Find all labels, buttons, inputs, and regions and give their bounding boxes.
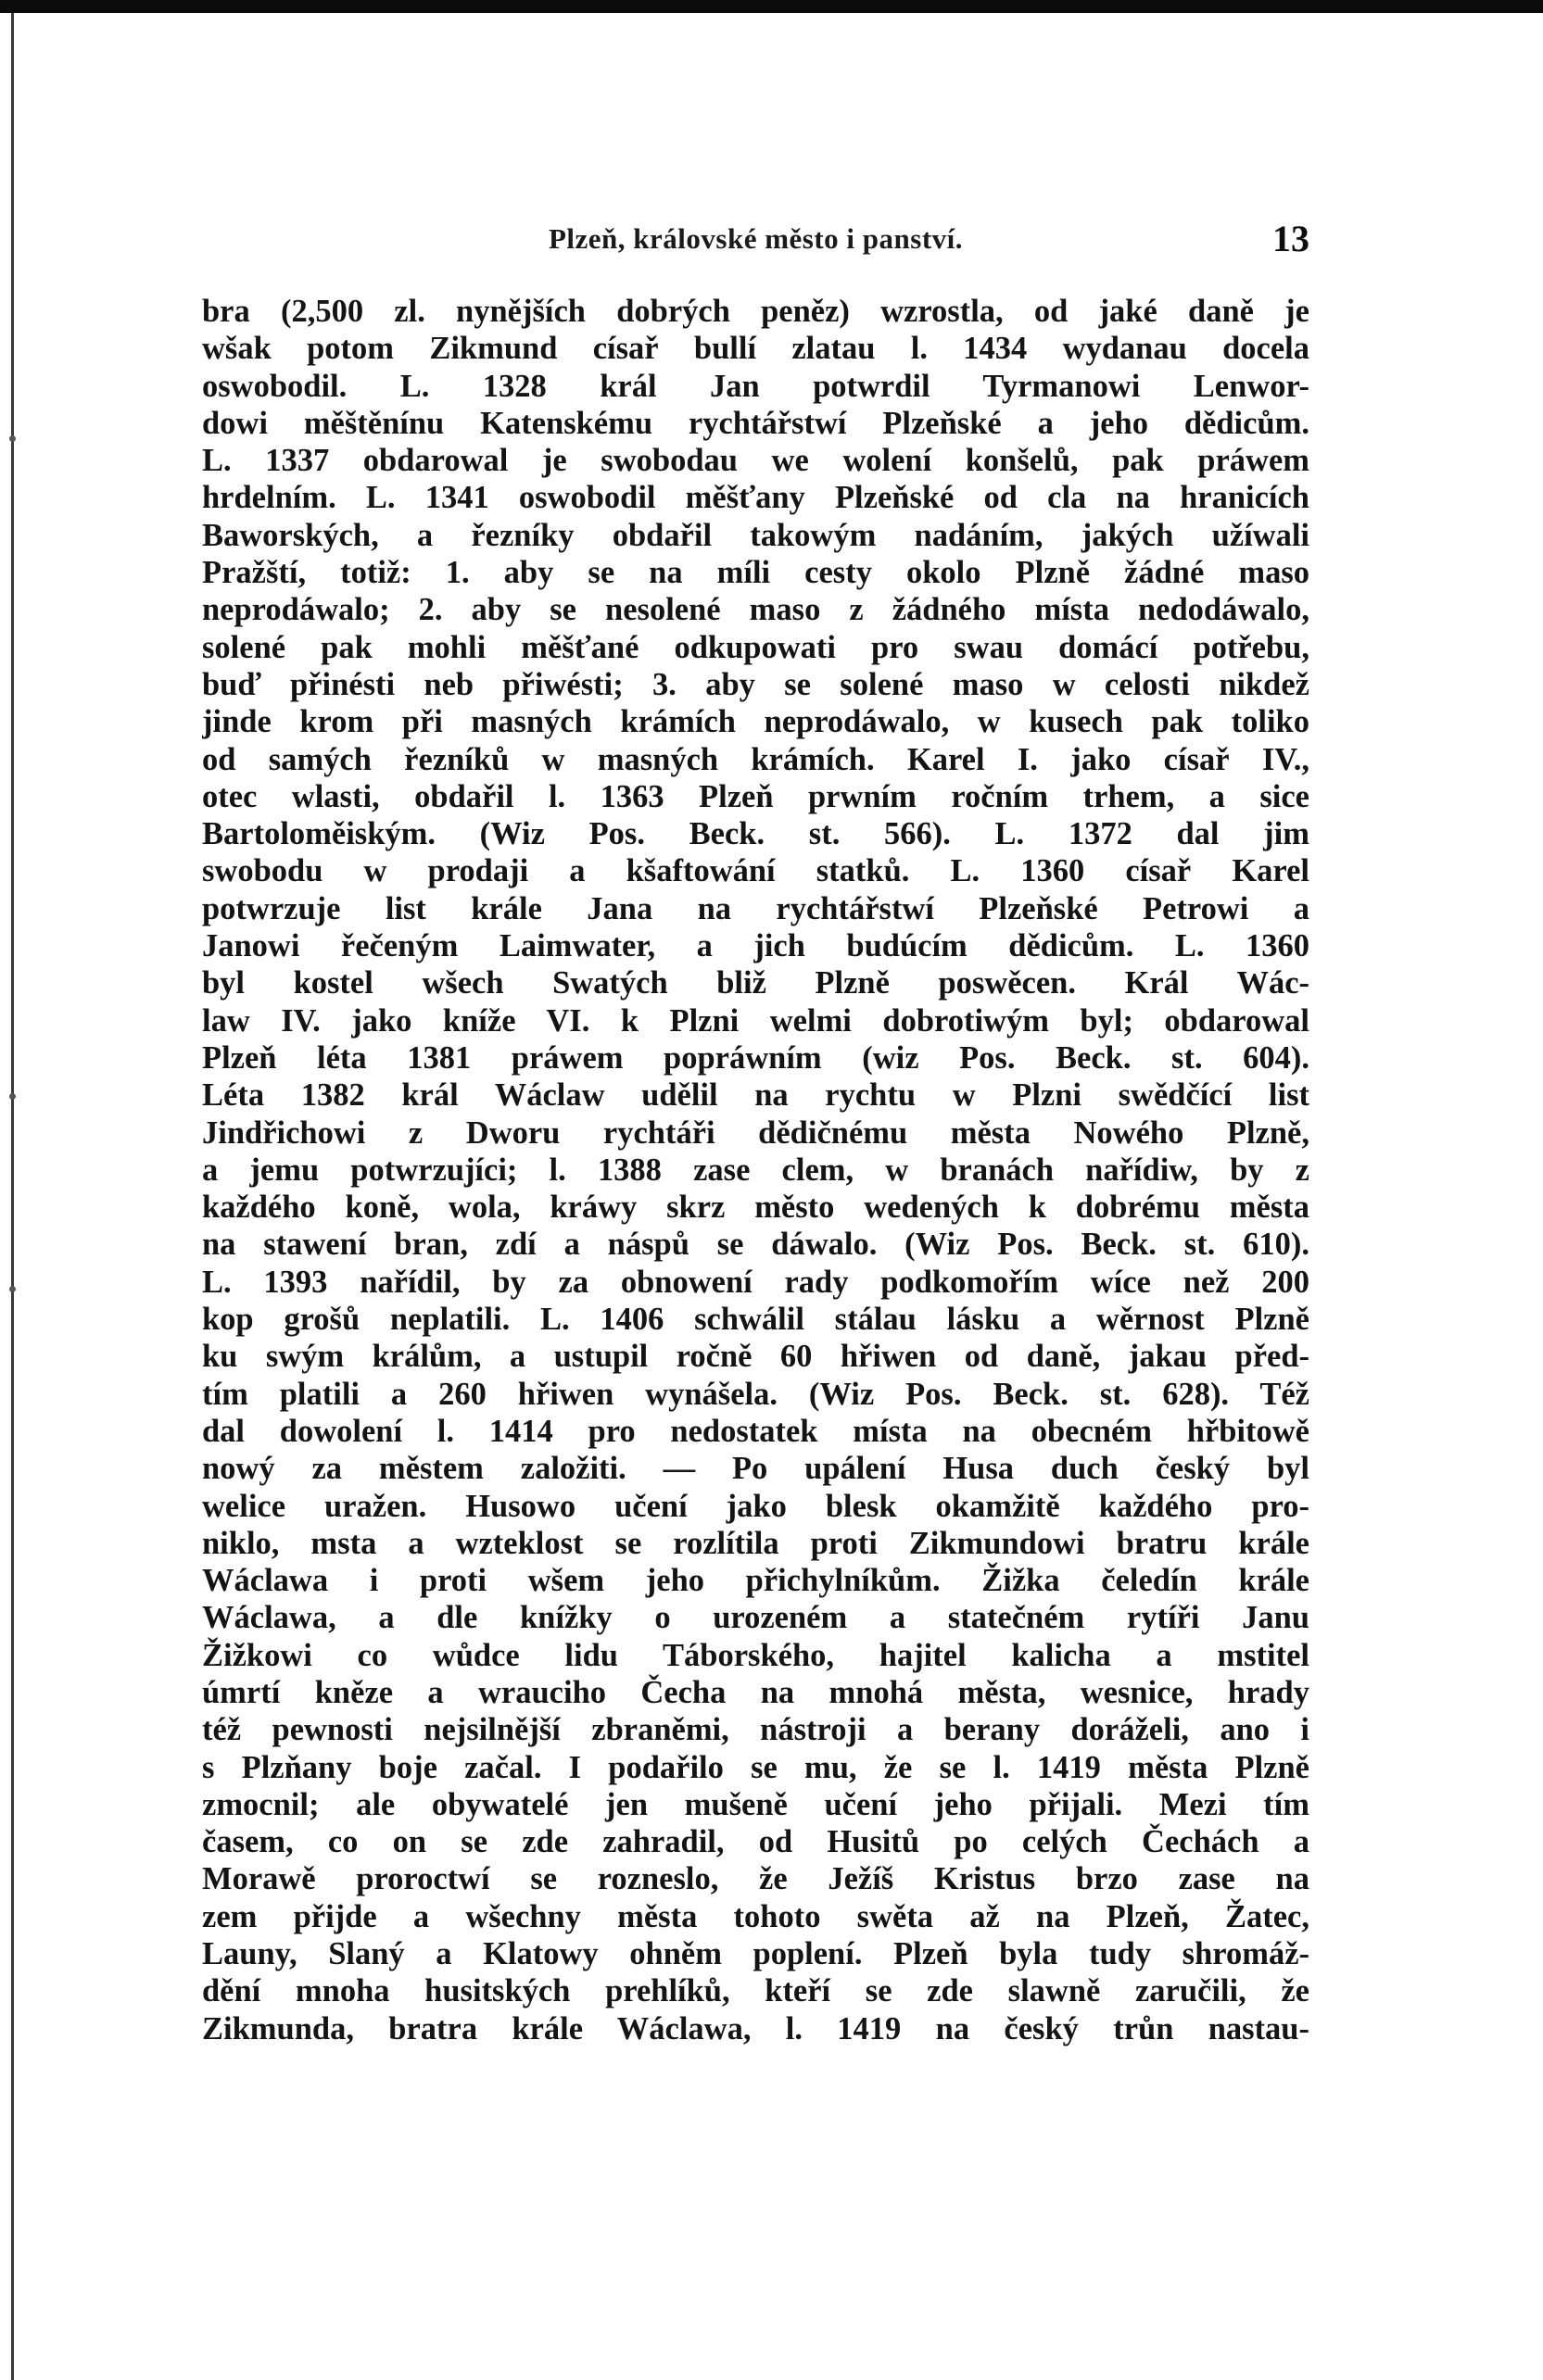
- scan-top-edge: [0, 0, 1543, 13]
- text-line: dal dowolení l. 1414 pro nedostatek místa na obecném hřbitowě: [202, 1413, 1309, 1449]
- text-line: dowi měštěnínu Katenskému rychtářstwí Plzeňské a jeho dědicům.: [202, 405, 1309, 441]
- text-line: Bartoloměiským. (Wiz Pos. Beck. st. 566). L. 1372 dal jim: [202, 816, 1309, 852]
- page-header: [202, 211, 1309, 267]
- text-line: každého koně, wola, kráwy skrz město wedených k dobrému města: [202, 1190, 1309, 1226]
- text-line: jinde krom při masných krámích neprodáwalo, w kusech pak toliko: [202, 704, 1309, 740]
- text-line: s Plzňany boje začal. I podařilo se mu, že se l. 1419 města Plzně: [202, 1749, 1309, 1785]
- page-number: 13: [1272, 218, 1309, 259]
- text-line: Pražští, totiž: 1. aby se na míli cesty okolo Plzně žádné maso: [202, 555, 1309, 591]
- text-line: Jindřichowi z Dworu rychtáři dědičnému města Nowého Plzně,: [202, 1114, 1309, 1151]
- text-line: otec wlasti, obdařil l. 1363 Plzeň prwním ročním trhem, a sice: [202, 778, 1309, 814]
- text-line: hrdelním. L. 1341 oswobodil měšťany Plzeňské od cla na hranicích: [202, 480, 1309, 516]
- margin-mark: [9, 1286, 16, 1292]
- text-line: welice uražen. Husowo učení jako blesk okamžitě každého pro-: [202, 1488, 1309, 1524]
- text-line: úmrtí kněze a wrauciho Čecha na mnohá města, wesnice, hrady: [202, 1674, 1309, 1710]
- text-line: Baworských, a řezníky obdařil takowým nadáním, jakých užíwali: [202, 517, 1309, 553]
- text-line: niklo, msta a wzteklost se rozlítila proti Zikmundowi bratru krále: [202, 1525, 1309, 1561]
- text-line: Žižkowi co wůdce lidu Táborského, hajitel kalicha a mstitel: [202, 1637, 1309, 1673]
- text-line: L. 1393 nařídil, by za obnowení rady podkomořím wíce než 200: [202, 1264, 1309, 1300]
- margin-mark: [9, 1093, 16, 1100]
- text-line: Plzeň léta 1381 práwem popráwním (wiz Pos. Beck. st. 604).: [202, 1039, 1309, 1076]
- text-line: Janowi řečeným Laimwater, a jich budúcím dědicům. L. 1360: [202, 928, 1309, 964]
- text-line: též pewnosti nejsilnější zbraněmi, nástroji a berany doráželi, ano i: [202, 1712, 1309, 1748]
- text-line: wšak potom Zikmund císař bullí zlatau l. 1434 wydanau docela: [202, 331, 1309, 367]
- text-line: dění mnoha husitských prehlíků, kteří se zde slawně zaručili, že: [202, 1973, 1309, 2009]
- text-line: od samých řezníků w masných krámích. Karel I. jako císař IV.,: [202, 741, 1309, 777]
- running-title: Plzeň, královské město i panství.: [548, 222, 964, 255]
- text-line: potwrzuje list krále Jana na rychtářstwí Plzeňské Petrowi a: [202, 890, 1309, 926]
- text-line: swobodu w prodaji a kšaftowání statků. L. 1360 císař Karel: [202, 853, 1309, 889]
- text-line: Morawě proroctwí se rozneslo, že Ježíš Kristus brzo zase na: [202, 1861, 1309, 1897]
- text-line: Wáclawa i proti wšem jeho přichylníkům. Žižka čeledín krále: [202, 1563, 1309, 1599]
- text-line: kop grošů neplatili. L. 1406 schwálil stálau lásku a wěrnost Plzně: [202, 1302, 1309, 1338]
- text-line: na stawení bran, zdí a náspů se dáwalo. (Wiz Pos. Beck. st. 610).: [202, 1227, 1309, 1263]
- text-line: zmocnil; ale obywatelé jen mušeně učení jeho přijali. Mezi tím: [202, 1786, 1309, 1822]
- text-line: Léta 1382 král Wáclaw udělil na rychtu w Plzni swědčící list: [202, 1077, 1309, 1114]
- text-line: zem přijde a wšechny města tohoto swěta až na Plzeň, Žatec,: [202, 1898, 1309, 1934]
- text-line: oswobodil. L. 1328 král Jan potwrdil Tyrmanowi Lenwor-: [202, 368, 1309, 404]
- text-line: bra (2,500 zl. nynějších dobrých peněz) wzrostla, od jaké daně je: [202, 294, 1309, 329]
- text-line: law IV. jako kníže VI. k Plzni welmi dobrotiwým byl; obdarowal: [202, 1002, 1309, 1039]
- text-line: ku swým králům, a ustupil ročně 60 hřiwen od daně, jakau před-: [202, 1339, 1309, 1375]
- scan-left-rule: [11, 13, 14, 2380]
- text-line: neprodáwalo; 2. aby se nesolené maso z žádného místa nedodáwalo,: [202, 592, 1309, 628]
- margin-mark: [9, 435, 16, 442]
- text-line: Launy, Slaný a Klatowy ohněm poplení. Plzeň byla tudy shromáž-: [202, 1936, 1309, 1972]
- text-line: Wáclawa, a dle knížky o urozeném a statečném rytíři Janu: [202, 1600, 1309, 1636]
- text-line: časem, co on se zde zahradil, od Husitů po celých Čechách a: [202, 1824, 1309, 1860]
- text-line: L. 1337 obdarowal je swobodau we wolení konšelů, pak práwem: [202, 443, 1309, 479]
- text-line: solené pak mohli měšťané odkupowati pro swau domácí potřebu,: [202, 629, 1309, 665]
- body-text: [202, 293, 1309, 2047]
- text-line: byl kostel wšech Swatých bliž Plzně poswěcen. Král Wác-: [202, 965, 1309, 1001]
- text-line: tím platili a 260 hřiwen wynášela. (Wiz Pos. Beck. st. 628). Též: [202, 1376, 1309, 1412]
- text-line: nowý za městem založiti. — Po upálení Husa duch český byl: [202, 1451, 1309, 1487]
- text-line: a jemu potwrzujíci; l. 1388 zase clem, w branách nařídiw, by z: [202, 1152, 1309, 1188]
- text-line: buď přinésti neb přiwésti; 3. aby se solené maso w celosti nikdež: [202, 666, 1309, 702]
- text-line: Zikmunda, bratra krále Wáclawa, l. 1419 na český trůn nastau-: [202, 2010, 1309, 2046]
